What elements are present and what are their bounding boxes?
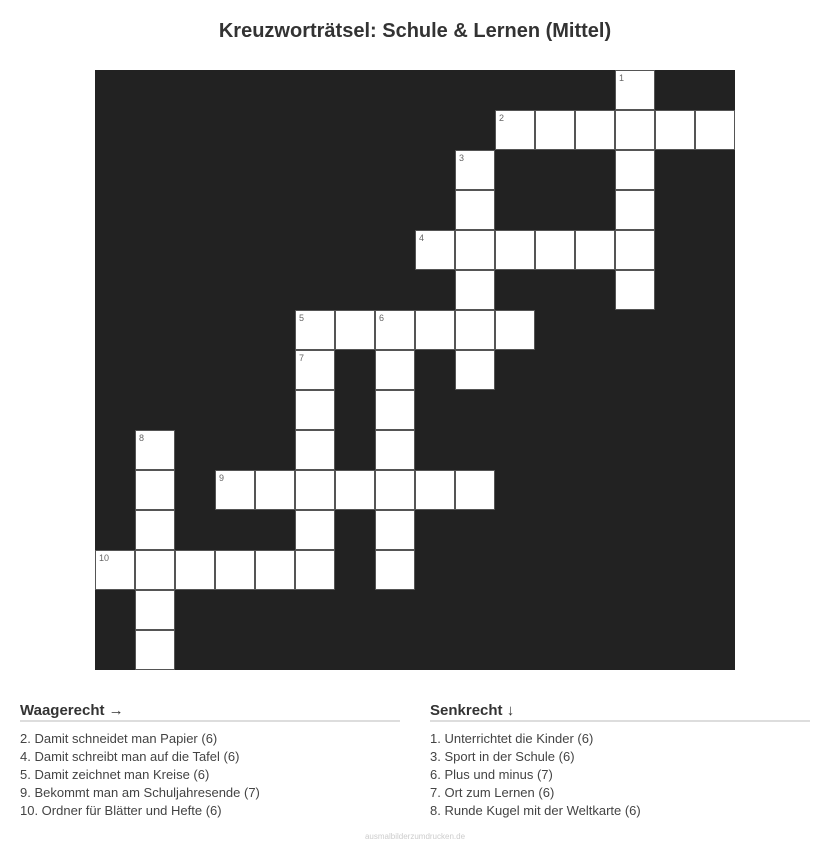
grid-cell[interactable] [615,270,655,310]
grid-cell[interactable] [295,430,335,470]
across-clues [20,702,400,820]
across-clue-list [20,730,400,820]
grid-cell[interactable] [215,550,255,590]
clue-number: 1 [619,73,625,83]
grid-cell[interactable] [615,190,655,230]
grid-cell[interactable] [495,230,535,270]
grid-cell[interactable] [375,510,415,550]
clue-across: 5. Damit zeichnet man Kreise (6) [20,767,210,782]
clue-down: 8. Runde Kugel mit der Weltkarte (6) [430,803,641,818]
crossword-grid [95,70,735,670]
grid-cell[interactable] [215,470,255,510]
clue-across: 4. Damit schreibt man auf die Tafel (6) [20,749,240,764]
clue-number: 4 [419,233,425,243]
grid-cell[interactable] [375,310,415,350]
grid-cell[interactable] [335,310,375,350]
grid-cell[interactable] [135,430,175,470]
grid-cell[interactable] [615,150,655,190]
clue-down: 1. Unterrichtet die Kinder (6) [430,731,594,746]
grid-cell[interactable] [135,630,175,670]
grid-cell[interactable] [335,470,375,510]
across-heading: Waagerecht → [20,702,400,722]
grid-cell[interactable] [135,510,175,550]
grid-cell[interactable] [615,110,655,150]
grid-cell[interactable] [455,310,495,350]
grid-cell[interactable] [295,390,335,430]
grid-cell[interactable] [455,470,495,510]
clue-number: 6 [379,313,385,323]
grid-cell[interactable] [655,110,695,150]
grid-cell[interactable] [615,70,655,110]
clue-number: 3 [459,153,465,163]
grid-cell[interactable] [535,230,575,270]
clue-across: 9. Bekommt man am Schuljahresende (7) [20,785,260,800]
grid-cell[interactable] [375,390,415,430]
grid-cell[interactable] [175,550,215,590]
grid-cell[interactable] [455,190,495,230]
page-title: Kreuzworträtsel: Schule & Lernen (Mittel) [218,20,612,42]
down-heading: Senkrecht ↓ [430,702,810,722]
clue-number: 8 [139,433,145,443]
clue-number: 5 [299,313,305,323]
grid-cell[interactable] [255,470,295,510]
grid-cell[interactable] [255,550,295,590]
grid-cell[interactable] [535,110,575,150]
grid-cell[interactable] [695,110,735,150]
grid-cell[interactable] [455,150,495,190]
clue-number: 9 [219,473,225,483]
grid-cell[interactable] [575,230,615,270]
grid-cell[interactable] [415,470,455,510]
grid-cell[interactable] [455,350,495,390]
grid-cell[interactable] [455,270,495,310]
grid-cell[interactable] [295,350,335,390]
clue-number: 7 [299,353,305,363]
grid-cell[interactable] [495,310,535,350]
grid-cell[interactable] [575,110,615,150]
clue-down: 7. Ort zum Lernen (6) [430,785,555,800]
grid-cell[interactable] [135,550,175,590]
clue-across: 2. Damit schneidet man Papier (6) [20,731,218,746]
down-clue-list [430,730,810,820]
clue-down: 3. Sport in der Schule (6) [430,749,575,764]
grid-cell[interactable] [135,470,175,510]
clue-down: 6. Plus und minus (7) [430,767,553,782]
grid-cell[interactable] [295,310,335,350]
grid-cell[interactable] [95,550,135,590]
grid-cell[interactable] [415,310,455,350]
grid-cell[interactable] [295,510,335,550]
grid-cell[interactable] [295,470,335,510]
grid-cell[interactable] [135,590,175,630]
grid-cell[interactable] [415,230,455,270]
grid-cell[interactable] [375,350,415,390]
clue-number: 10 [99,553,110,563]
footer-credit: ausmalbilderzumdrucken.de [364,832,466,841]
grid-cell[interactable] [455,230,495,270]
grid-cell[interactable] [295,550,335,590]
down-clues [430,702,810,820]
grid-cell[interactable] [375,550,415,590]
grid-cell[interactable] [615,230,655,270]
clue-across: 10. Ordner für Blätter und Hefte (6) [20,803,222,818]
grid-cell[interactable] [375,470,415,510]
clue-number: 2 [499,113,505,123]
grid-cell[interactable] [375,430,415,470]
grid-cell[interactable] [495,110,535,150]
